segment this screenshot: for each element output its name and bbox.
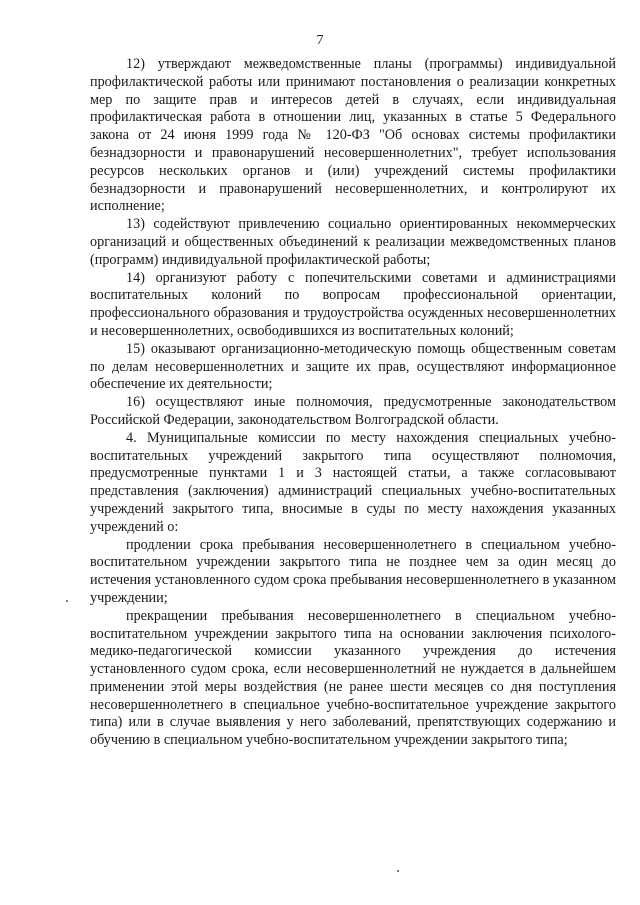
- page-number: 7: [316, 33, 324, 48]
- paragraph-section-4: 4. Муниципальные комиссии по месту нахождения специальных учебно-воспитательных учреждений закрытого типа осуществляют полномочия, предусмотренные пунктами 1 и 3 настоящей статьи, а также согласовывают представления (заключения) администраций специальных учебно-воспитательных учреждений закрытого типа, вносимые в суды по месту нахождения указанных учреждений о:: [90, 429, 616, 535]
- paragraph-item-12: 12) утверждают межведомственные планы (программы) индивидуальной профилактической работы или принимают постановления о реализации конкретных мер по защите прав и интересов детей в случаях, если индивидуальная профилактическая работа в отношении лиц, указанных в статье 5 Федерального закона от 24 июня 1999 года № 120-ФЗ "Об основах системы профилактики безнадзорности и правонарушений несовершеннолетних", требует использования ресурсов нескольких органов и (или) учреждений системы профилактики безнадзорности и правонарушений несовершеннолетних, и контролируют их исполнение;: [90, 56, 616, 215]
- paragraph-item-13: 13) содействуют привлечению социально ориентированных некоммерческих организаций и общественных объединений к реализации межведомственных планов (программ) индивидуальной профилактической работы;: [90, 216, 616, 268]
- scan-speck: [66, 600, 68, 602]
- paragraph-extension: продлении срока пребывания несовершеннолетнего в специальном учебно-воспитательном учреждении закрытого типа не позднее чем за один месяц до истечения установленного судом срока пребывания несовершеннолетнего в указанном учреждении;: [90, 536, 616, 606]
- paragraph-termination: прекращении пребывания несовершеннолетнего в специальном учебно-воспитательном учреждении закрытого типа на основании заключения психолого-медико-педагогической комиссии указанного учреждения до истечения установленного судом срока, если несовершеннолетний не нуждается в дальнейшем применении этой меры воздействия (не ранее шести месяцев со дня поступления несовершеннолетнего в специальное учебно-воспитательное учреждение закрытого типа) или в случае выявления у него заболеваний, препятствующих содержанию и обучению в специальном учебно-воспитательном учреждении закрытого типа;: [90, 607, 616, 749]
- paragraph-item-14: 14) организуют работу с попечительскими советами и администрациями воспитательных колоний по вопросам профессиональной ориентации, профессионального образования и трудоустройства осужденных несовершеннолетних и несовершеннолетних, освободившихся из воспитательных колоний;: [90, 269, 616, 339]
- paragraph-item-15: 15) оказывают организационно-методическую помощь общественным советам по делам несовершеннолетних и защите их прав, осуществляют информационное обеспечение их деятельности;: [90, 340, 616, 393]
- paragraph-item-16: 16) осуществляют иные полномочия, предусмотренные законодательством Российской Федерации, законодательством Волгоградской области.: [90, 394, 616, 428]
- document-body: [90, 56, 616, 750]
- scan-speck: [397, 870, 399, 872]
